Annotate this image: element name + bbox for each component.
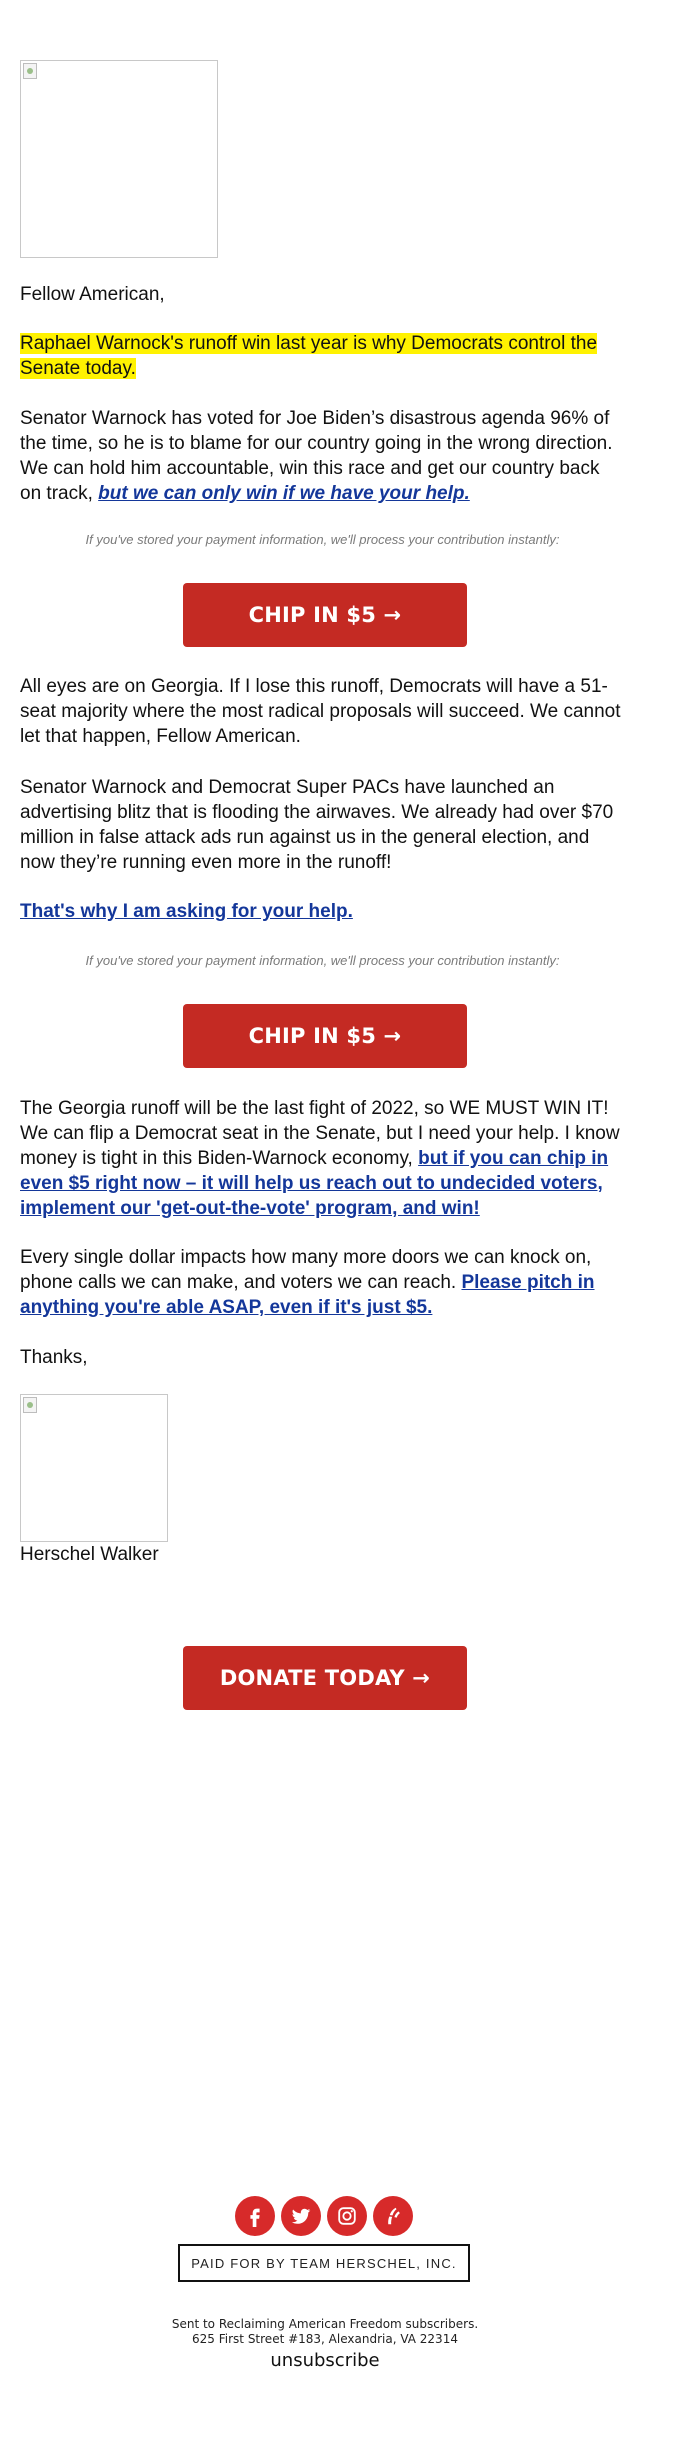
sent-to-text: Sent to Reclaiming American Freedom subscribers. [171, 2317, 479, 2331]
stored-payment-note-2: If you've stored your payment information, we'll process your contribution instantly: [85, 953, 560, 968]
signer-name: Herschel Walker [20, 1544, 159, 1565]
thanks: Thanks, [20, 1347, 88, 1368]
broken-image-icon [23, 1397, 37, 1413]
asking-link[interactable]: That's why I am asking for your help. [20, 901, 353, 922]
signature-image [20, 1394, 168, 1542]
paragraph-3: Senator Warnock and Democrat Super PACs have launched an advertising blitz that is flooding the airwaves. We already had over $70 million in false attack ads run against us in the general election, and now they’re running even more in the runoff! [20, 777, 614, 873]
instagram-icon[interactable] [327, 2196, 367, 2236]
paragraph-5 [20, 1245, 625, 1320]
chip-in-button-1[interactable]: CHIP IN $5 → [183, 583, 467, 647]
paragraph-4 [20, 1096, 625, 1221]
unsubscribe-link[interactable]: unsubscribe [270, 2350, 380, 2371]
highlight-text: Raphael Warnock's runoff win last year is why Democrats control the Senate today. [20, 333, 598, 379]
stored-payment-note-1: If you've stored your payment information, we'll process your contribution instantly: [85, 532, 560, 547]
address-text: 625 First Street #183, Alexandria, VA 22314 [192, 2332, 458, 2346]
help-link[interactable]: but we can only win if we have your help. [98, 483, 470, 504]
chip-in-button-2[interactable]: CHIP IN $5 → [183, 1004, 467, 1068]
asking-paragraph [20, 899, 625, 924]
paragraph-2: All eyes are on Georgia. If I lose this runoff, Democrats will have a 51-seat majority where the most radical proposals will succeed. We cannot let that happen, Fellow American. [20, 676, 621, 747]
salutation: Fellow American, [20, 284, 165, 305]
twitter-icon[interactable] [281, 2196, 321, 2236]
chip-in-link[interactable]: but if you can chip in even $5 right now – it will help us reach out to undecided voters, implement our 'get-out-the-vote' program, and win! [20, 1148, 609, 1219]
highlight-paragraph [20, 331, 625, 381]
broken-image-icon [23, 63, 37, 79]
donate-today-button[interactable]: DONATE TODAY → [183, 1646, 467, 1710]
winred-icon[interactable] [373, 2196, 413, 2236]
paragraph-1 [20, 406, 625, 506]
paid-for-disclaimer: PAID FOR BY TEAM HERSCHEL, INC. [178, 2244, 470, 2282]
pitch-in-link[interactable]: Please pitch in anything you're able ASAP, even if it's just $5. [20, 1272, 595, 1318]
paragraph-5-text: Every single dollar impacts how many more doors we can knock on, phone calls we can make, and voters we can reach. [20, 1247, 592, 1293]
header-image [20, 60, 218, 258]
paragraph-4-text: The Georgia runoff will be the last fight of 2022, so WE MUST WIN IT! We can flip a Democrat seat in the Senate, but I need your help. I know money is tight in this Biden-Warnock economy, [20, 1098, 620, 1169]
paragraph-1-text: Senator Warnock has voted for Joe Biden’s disastrous agenda 96% of the time, so he is to blame for our country going in the wrong direction. We can hold him accountable, win this race and get our country back on track, [20, 408, 613, 504]
social-icons [235, 2196, 413, 2236]
facebook-icon[interactable] [235, 2196, 275, 2236]
